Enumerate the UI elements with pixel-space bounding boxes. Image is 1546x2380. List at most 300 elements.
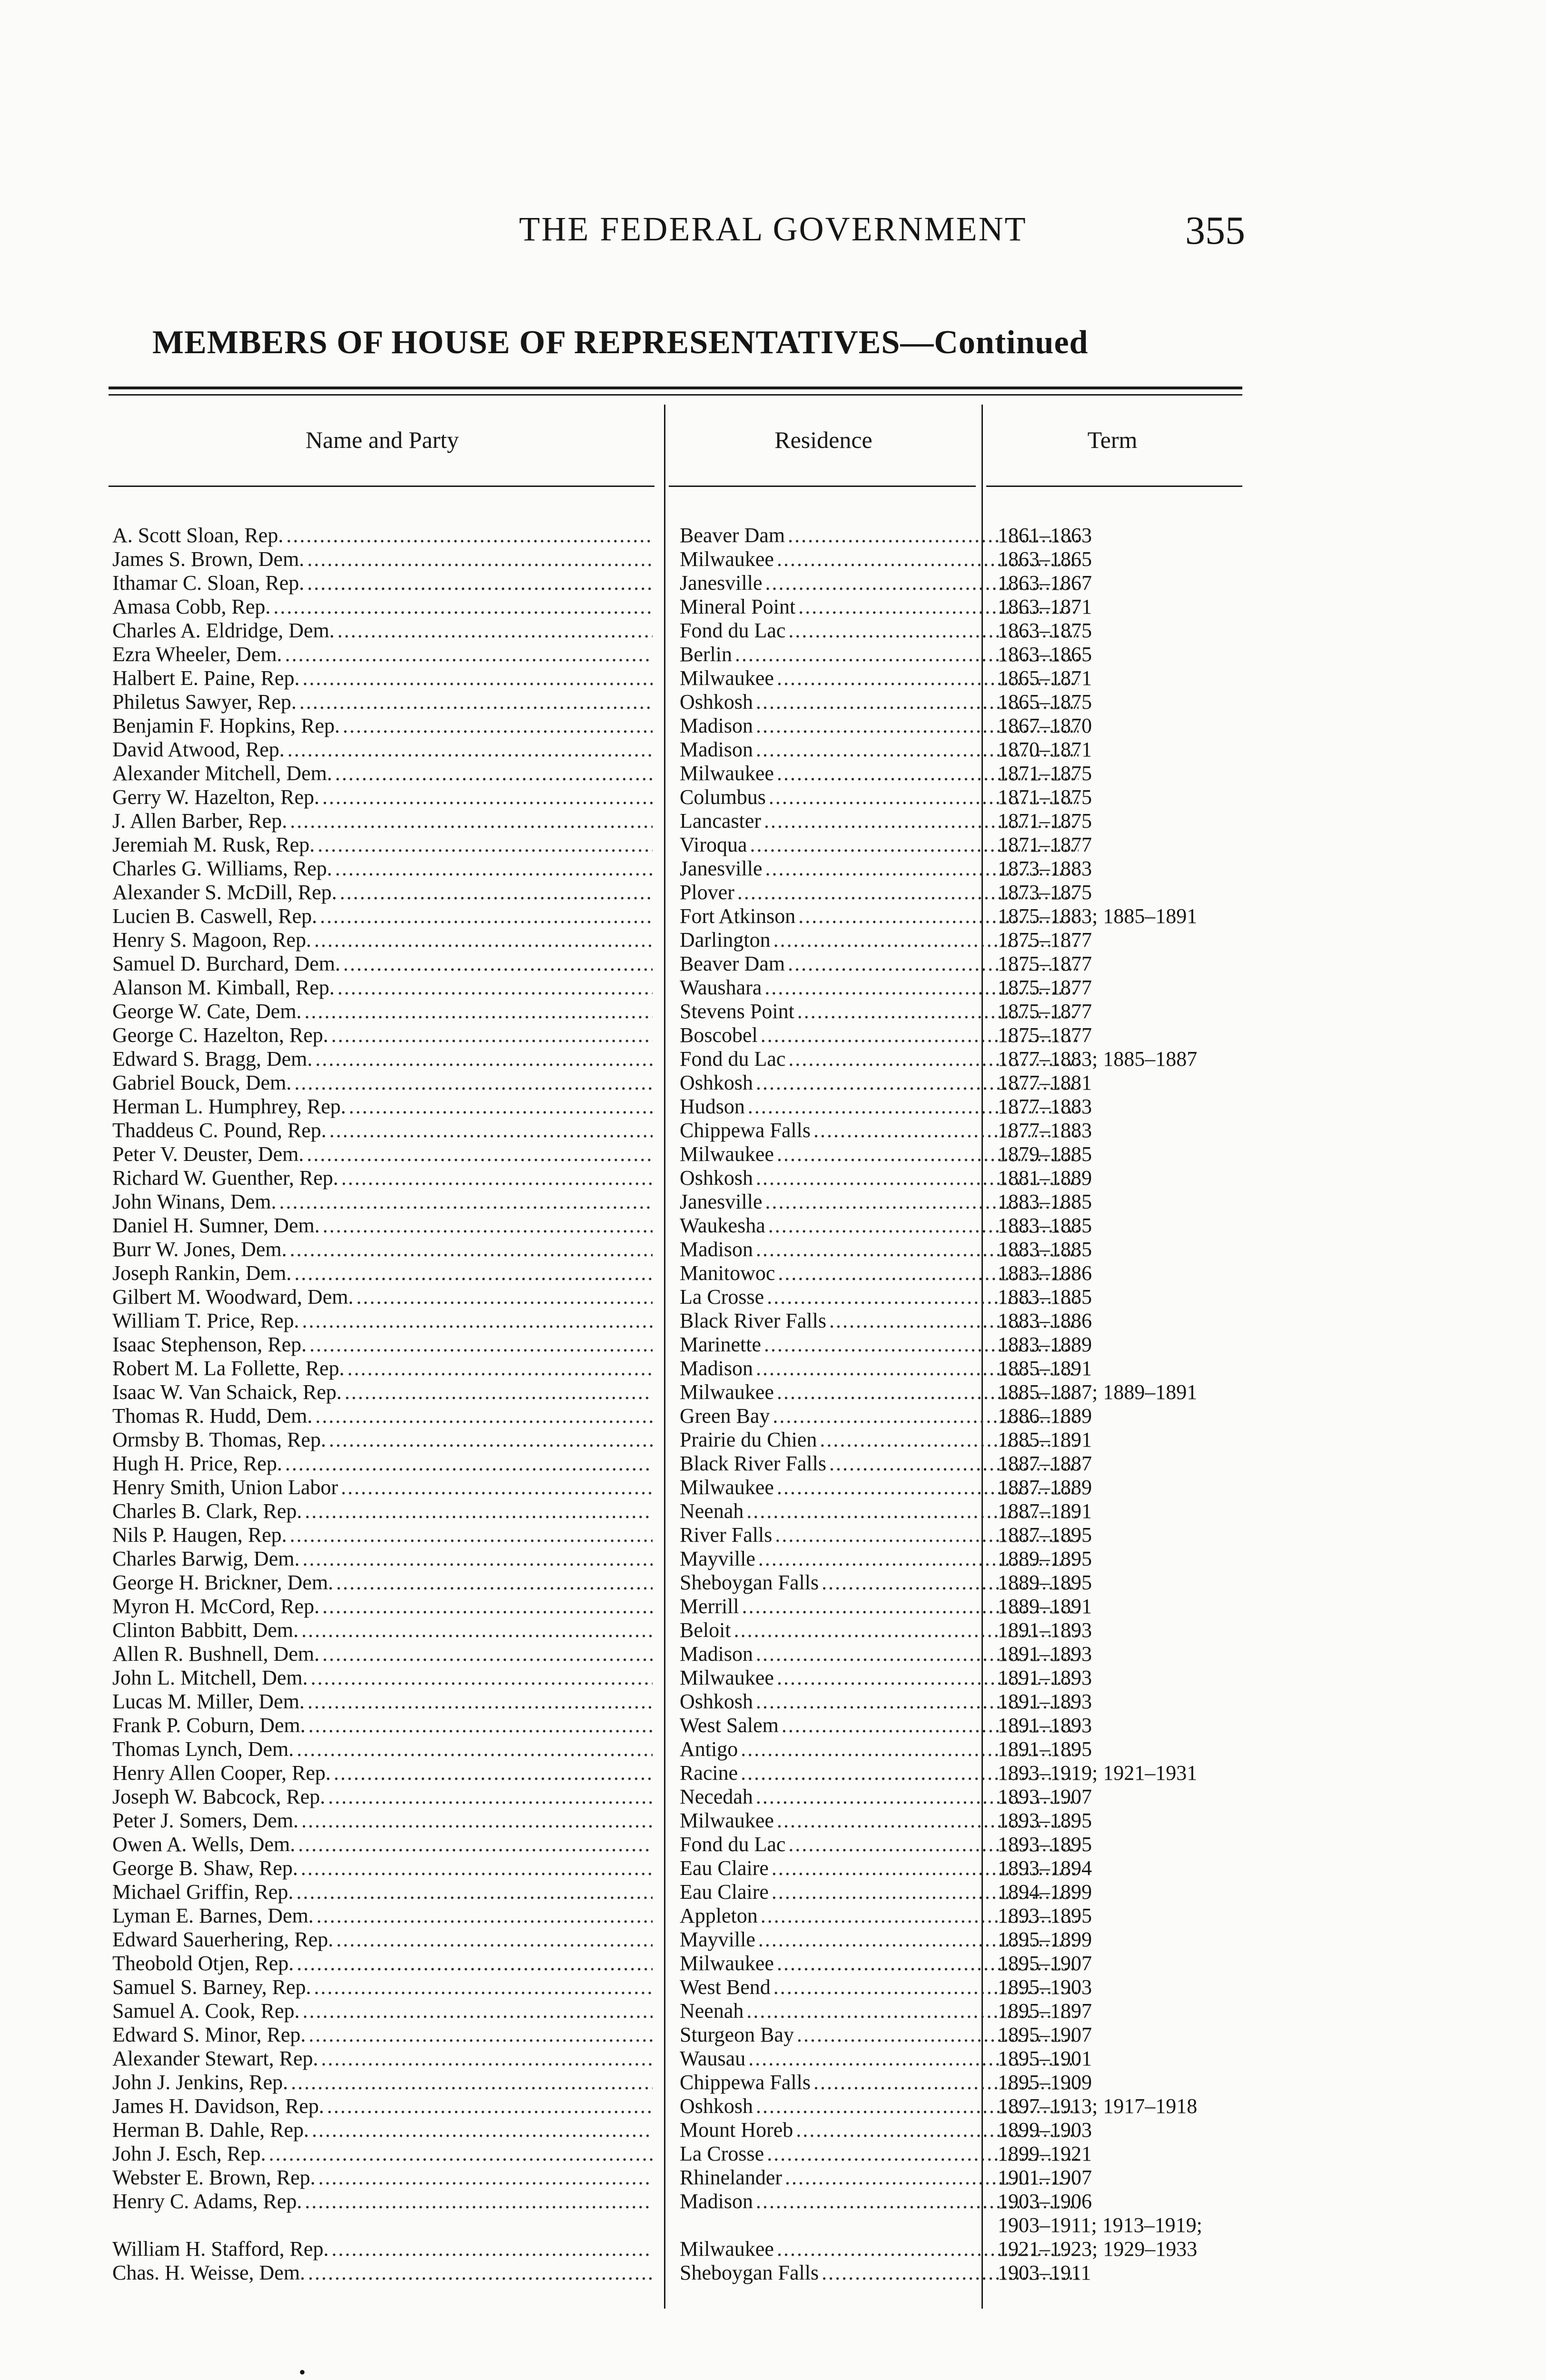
table-row <box>109 1071 1251 1095</box>
member-term-line: 1893–1895 <box>998 1904 1092 1927</box>
header-underline-term <box>986 486 1242 487</box>
member-term-line: 1889–1891 <box>998 1595 1092 1618</box>
member-term-line: 1891–1893 <box>998 1690 1092 1713</box>
member-term-line: 1873–1875 <box>998 881 1092 904</box>
member-residence: Madison . . . <box>680 1642 1079 1666</box>
member-residence: Boscobel . . . <box>680 1023 1079 1047</box>
member-term <box>998 881 1264 904</box>
member-residence: Milwaukee . . . <box>680 1809 1079 1833</box>
member-residence: Fond du Lac . . . <box>680 619 1079 643</box>
member-term-line: 1893–1895 <box>998 1833 1092 1856</box>
member-term <box>998 1975 1264 1999</box>
table-row <box>109 2166 1251 2190</box>
member-term-line: 1885–1887; 1889–1891 <box>998 1380 1198 1404</box>
member-name-party: Webster E. Brown, Rep. . . . <box>112 2166 653 2190</box>
member-term <box>998 1714 1264 1737</box>
table-row <box>109 1904 1251 1928</box>
member-term <box>998 1809 1264 1833</box>
member-term-line: 1891–1893 <box>998 1618 1092 1642</box>
member-name-party: Ormsby B. Thomas, Rep. . . . <box>112 1428 653 1452</box>
member-residence: Necedah . . . <box>680 1785 1079 1809</box>
member-name-party: J. Allen Barber, Rep. . . . <box>112 809 653 833</box>
member-name-party: Joseph Rankin, Dem. . . . <box>112 1261 653 1285</box>
member-term <box>998 1000 1264 1023</box>
table-row <box>109 809 1251 833</box>
member-term-line: 1875–1877 <box>998 952 1092 975</box>
table-row <box>109 1166 1251 1190</box>
member-term-line: 1877–1883 <box>998 1095 1092 1118</box>
member-term <box>998 2071 1264 2094</box>
member-name-party: Charles G. Williams, Rep. . . . <box>112 857 653 881</box>
member-residence: Milwaukee . . . <box>680 1666 1079 1690</box>
top-rule-thin <box>109 394 1242 396</box>
member-residence: Racine . . . <box>680 1761 1079 1785</box>
member-residence: Lancaster . . . <box>680 809 1079 833</box>
member-name-party: Jeremiah M. Rusk, Rep. . . . <box>112 833 653 857</box>
member-term <box>998 643 1264 666</box>
member-residence: La Crosse . . . <box>680 2142 1079 2166</box>
member-term-line: 1865–1875 <box>998 690 1092 714</box>
stray-dot-mark: • <box>299 2361 306 2380</box>
member-term <box>998 1476 1264 1499</box>
member-term-line: 1883–1885 <box>998 1238 1092 1261</box>
header-name-party: Name and Party <box>305 426 459 453</box>
table-row <box>109 666 1251 690</box>
member-name-party: Owen A. Wells, Dem. . . . <box>112 1833 653 1856</box>
member-name-party: Herman B. Dahle, Rep. . . . <box>112 2118 653 2142</box>
member-name-party: John L. Mitchell, Dem. . . . <box>112 1666 653 1690</box>
member-name-party: Allen R. Bushnell, Dem. . . . <box>112 1642 653 1666</box>
member-residence: Eau Claire . . . <box>680 1880 1079 1904</box>
member-term <box>998 833 1264 857</box>
member-residence: Milwaukee . . . <box>680 1142 1079 1166</box>
member-term <box>998 738 1264 762</box>
table-row <box>109 2023 1251 2047</box>
table-row <box>109 1999 1251 2023</box>
members-table <box>109 524 1251 2285</box>
member-term-line: 1891–1893 <box>998 1666 1092 1689</box>
table-row <box>109 1737 1251 1761</box>
member-term <box>998 1309 1264 1333</box>
member-term <box>998 2213 1264 2261</box>
member-residence: Madison . . . <box>680 738 1079 762</box>
member-term <box>998 619 1264 643</box>
member-residence: Beaver Dam . . . <box>680 524 1079 547</box>
member-term <box>998 2094 1264 2118</box>
member-residence: Oshkosh . . . <box>680 690 1079 714</box>
table-row <box>109 2047 1251 2071</box>
member-name-party: Isaac W. Van Schaick, Rep. . . . <box>112 1380 653 1404</box>
table-row <box>109 1190 1251 1214</box>
table-row <box>109 952 1251 976</box>
member-residence: Columbus . . . <box>680 785 1079 809</box>
table-row <box>109 881 1251 904</box>
member-term <box>998 1904 1264 1928</box>
member-term-line: 1867–1870 <box>998 714 1092 737</box>
member-term-line: 1895–1903 <box>998 1975 1092 1999</box>
member-term <box>998 524 1264 547</box>
member-term <box>998 1380 1264 1404</box>
table-row <box>109 833 1251 857</box>
member-term <box>998 1071 1264 1095</box>
running-head <box>0 209 1546 262</box>
member-term <box>998 1238 1264 1261</box>
member-residence: Chippewa Falls . . . <box>680 1119 1079 1142</box>
table-row <box>109 1690 1251 1714</box>
member-name-party: Edward S. Bragg, Dem. . . . <box>112 1047 653 1071</box>
member-residence: Mount Horeb . . . <box>680 2118 1079 2142</box>
member-term <box>998 1095 1264 1119</box>
member-term-line: 1877–1881 <box>998 1071 1092 1094</box>
member-term <box>998 2047 1264 2071</box>
member-name-party: Thomas R. Hudd, Dem. . . . <box>112 1404 653 1428</box>
member-term-line: 1871–1875 <box>998 785 1092 809</box>
table-row <box>109 1856 1251 1880</box>
member-term-line: 1870–1871 <box>998 738 1092 761</box>
member-term <box>998 762 1264 785</box>
table-row <box>109 1547 1251 1571</box>
member-term-line: 1875–1877 <box>998 1000 1092 1023</box>
table-row <box>109 738 1251 762</box>
member-name-party: Richard W. Guenther, Rep. . . . <box>112 1166 653 1190</box>
member-term-line: 1895–1897 <box>998 1999 1092 2023</box>
member-term <box>998 1880 1264 1904</box>
member-residence: Milwaukee . . . <box>680 1952 1079 1975</box>
table-row <box>109 1714 1251 1737</box>
member-term <box>998 928 1264 952</box>
member-residence: Rhinelander . . . <box>680 2166 1079 2190</box>
member-residence: Janesville . . . <box>680 571 1079 595</box>
table-row <box>109 1666 1251 1690</box>
member-residence: Black River Falls . . . <box>680 1309 1079 1333</box>
table-row <box>109 1095 1251 1119</box>
member-term-line: 1879–1885 <box>998 1142 1092 1166</box>
table-row <box>109 1404 1251 1428</box>
member-name-party: Charles B. Clark, Rep. . . . <box>112 1499 653 1523</box>
member-term-line: 1891–1893 <box>998 1714 1092 1737</box>
member-term <box>998 1785 1264 1809</box>
member-residence: Beaver Dam . . . <box>680 952 1079 976</box>
top-rule-thick <box>109 387 1242 389</box>
table-row <box>109 1785 1251 1809</box>
member-residence: Fond du Lac . . . <box>680 1833 1079 1856</box>
member-term <box>998 1833 1264 1856</box>
member-term-line: 1886–1889 <box>998 1404 1092 1428</box>
member-residence: Appleton . . . <box>680 1904 1079 1928</box>
member-name-party: Theobold Otjen, Rep. . . . <box>112 1952 653 1975</box>
member-term-line: 1887–1889 <box>998 1476 1092 1499</box>
table-row <box>109 1238 1251 1261</box>
member-name-party: Henry Smith, Union Labor . . . <box>112 1476 653 1499</box>
member-name-party: James H. Davidson, Rep. . . . <box>112 2094 653 2118</box>
member-term-line: 1893–1895 <box>998 1809 1092 1832</box>
table-row <box>109 1618 1251 1642</box>
member-term-line: 1903–1906 <box>998 2190 1092 2213</box>
member-term-line: 1883–1886 <box>998 1309 1092 1332</box>
member-term-line: 1899–1921 <box>998 2142 1092 2165</box>
member-residence: Marinette . . . <box>680 1333 1079 1357</box>
member-name-party: Robert M. La Follette, Rep. . . . <box>112 1357 653 1380</box>
member-residence: Neenah . . . <box>680 1499 1079 1523</box>
member-residence: Beloit . . . <box>680 1618 1079 1642</box>
member-name-party: Daniel H. Sumner, Dem. . . . <box>112 1214 653 1238</box>
member-residence: Madison . . . <box>680 1357 1079 1380</box>
member-term-line: 1895–1901 <box>998 2047 1092 2070</box>
section-title: MEMBERS OF HOUSE OF REPRESENTATIVES—Continued <box>152 324 1089 361</box>
member-term <box>998 2118 1264 2142</box>
member-name-party: Isaac Stephenson, Rep. . . . <box>112 1333 653 1357</box>
member-residence: Mayville . . . <box>680 1928 1079 1952</box>
member-term <box>998 1047 1264 1071</box>
member-term-line: 1901–1907 <box>998 2166 1092 2189</box>
member-name-party: Myron H. McCord, Rep. . . . <box>112 1595 653 1618</box>
member-term-line: 1921–1923; 1929–1933 <box>998 2237 1198 2261</box>
member-name-party: Edward Sauerhering, Rep. . . . <box>112 1928 653 1952</box>
member-residence: Chippewa Falls . . . <box>680 2071 1079 2094</box>
member-term-line: 1891–1895 <box>998 1737 1092 1761</box>
member-name-party: Hugh H. Price, Rep. . . . <box>112 1452 653 1476</box>
member-name-party: John J. Jenkins, Rep. . . . <box>112 2071 653 2094</box>
member-term <box>998 1856 1264 1880</box>
member-term <box>998 1333 1264 1357</box>
member-name-party: Samuel A. Cook, Rep. . . . <box>112 1999 653 2023</box>
member-term-line: 1875–1877 <box>998 928 1092 952</box>
member-name-party: Peter V. Deuster, Dem. . . . <box>112 1142 653 1166</box>
table-row <box>109 714 1251 738</box>
member-name-party: John J. Esch, Rep. . . . <box>112 2142 653 2166</box>
member-residence: Sheboygan Falls . . . <box>680 1571 1079 1595</box>
table-row <box>109 1523 1251 1547</box>
member-term <box>998 1928 1264 1952</box>
member-term-line: 1861–1863 <box>998 524 1092 547</box>
member-residence: Milwaukee . . . <box>680 762 1079 785</box>
member-term-line: 1865–1871 <box>998 666 1092 690</box>
table-row <box>109 1119 1251 1142</box>
member-term-line: 1863–1865 <box>998 547 1092 571</box>
member-name-party: William T. Price, Rep. . . . <box>112 1309 653 1333</box>
member-term-line: 1889–1895 <box>998 1547 1092 1570</box>
member-residence: Eau Claire . . . <box>680 1856 1079 1880</box>
member-term <box>998 1737 1264 1761</box>
table-row <box>109 2094 1251 2118</box>
member-residence: Oshkosh . . . <box>680 1690 1079 1714</box>
member-residence: Antigo . . . <box>680 1737 1079 1761</box>
running-title: THE FEDERAL GOVERNMENT <box>519 210 1027 248</box>
member-term <box>998 1119 1264 1142</box>
table-row <box>109 1452 1251 1476</box>
member-term-line: 1893–1907 <box>998 1785 1092 1808</box>
table-row <box>109 1476 1251 1499</box>
member-residence: Mineral Point . . . <box>680 595 1079 619</box>
table-row <box>109 2071 1251 2094</box>
member-name-party: James S. Brown, Dem. . . . <box>112 547 653 571</box>
member-term-line: 1877–1883; 1885–1887 <box>998 1047 1198 1071</box>
member-term-line: 1895–1909 <box>998 2071 1092 2094</box>
member-term-line: 1899–1903 <box>998 2118 1092 2142</box>
table-row <box>109 2190 1251 2213</box>
member-term-line: 1877–1883 <box>998 1119 1092 1142</box>
member-residence: Viroqua . . . <box>680 833 1079 857</box>
member-name-party: John Winans, Dem. . . . <box>112 1190 653 1214</box>
table-row <box>109 1499 1251 1523</box>
member-term <box>998 1999 1264 2023</box>
member-term <box>998 690 1264 714</box>
member-residence: Plover . . . <box>680 881 1079 904</box>
member-term-line: 1875–1883; 1885–1891 <box>998 904 1198 928</box>
member-term-line: 1889–1895 <box>998 1571 1092 1594</box>
member-term <box>998 595 1264 619</box>
table-row <box>109 1214 1251 1238</box>
member-term-line: 1895–1899 <box>998 1928 1092 1951</box>
table-row <box>109 976 1251 1000</box>
member-term <box>998 1023 1264 1047</box>
member-residence: Waukesha . . . <box>680 1214 1079 1238</box>
member-name-party: George H. Brickner, Dem. . . . <box>112 1571 653 1595</box>
member-name-party: Ithamar C. Sloan, Rep. . . . <box>112 571 653 595</box>
member-term <box>998 1285 1264 1309</box>
table-row <box>109 619 1251 643</box>
member-term-line: 1875–1877 <box>998 1023 1092 1047</box>
member-term <box>998 547 1264 571</box>
member-term-line: 1887–1887 <box>998 1452 1092 1475</box>
member-term <box>998 1428 1264 1452</box>
member-residence: Black River Falls . . . <box>680 1452 1079 1476</box>
member-term <box>998 1618 1264 1642</box>
member-term-line: 1883–1885 <box>998 1285 1092 1309</box>
member-name-party: Henry Allen Cooper, Rep. . . . <box>112 1761 653 1785</box>
table-row <box>109 643 1251 666</box>
member-residence: River Falls . . . <box>680 1523 1079 1547</box>
member-term <box>998 2190 1264 2213</box>
member-term-line: 1871–1877 <box>998 833 1092 856</box>
member-term <box>998 809 1264 833</box>
member-name-party: Gilbert M. Woodward, Dem. . . . <box>112 1285 653 1309</box>
member-term-line: 1893–1894 <box>998 1856 1092 1880</box>
member-term-line: 1897–1913; 1917–1918 <box>998 2094 1198 2118</box>
member-term-line: 1894–1899 <box>998 1880 1092 1904</box>
member-residence: Oshkosh . . . <box>680 1166 1079 1190</box>
member-term <box>998 1595 1264 1618</box>
table-row <box>109 1428 1251 1452</box>
member-name-party: Frank P. Coburn, Dem. . . . <box>112 1714 653 1737</box>
member-term <box>998 976 1264 1000</box>
member-term-line: 1903–1911 <box>998 2261 1091 2284</box>
member-residence: Oshkosh . . . <box>680 1071 1079 1095</box>
member-residence: Madison . . . <box>680 714 1079 738</box>
member-residence: West Salem . . . <box>680 1714 1079 1737</box>
table-row <box>109 928 1251 952</box>
table-row <box>109 1023 1251 1047</box>
member-term-line: 1863–1865 <box>998 643 1092 666</box>
member-name-party: George C. Hazelton, Rep. . . . <box>112 1023 653 1047</box>
member-name-party: A. Scott Sloan, Rep. . . . <box>112 524 653 547</box>
member-term <box>998 1190 1264 1214</box>
table-row <box>109 1000 1251 1023</box>
member-residence: Sturgeon Bay . . . <box>680 2023 1079 2047</box>
member-term-line: 1883–1885 <box>998 1214 1092 1237</box>
member-name-party: Lyman E. Barnes, Dem. . . . <box>112 1904 653 1928</box>
member-name-party: Chas. H. Weisse, Dem. . . . <box>112 2261 653 2285</box>
member-name-party: Halbert E. Paine, Rep. . . . <box>112 666 653 690</box>
member-name-party: Henry C. Adams, Rep. . . . <box>112 2190 653 2213</box>
member-term <box>998 2166 1264 2190</box>
table-row <box>109 857 1251 881</box>
member-term-line: 1891–1893 <box>998 1642 1092 1666</box>
header-underline-residence <box>669 486 976 487</box>
table-row <box>109 2142 1251 2166</box>
member-name-party: Alexander Stewart, Rep. . . . <box>112 2047 653 2071</box>
member-residence: Neenah . . . <box>680 1999 1079 2023</box>
member-term <box>998 2142 1264 2166</box>
member-term <box>998 1214 1264 1238</box>
table-row <box>109 1928 1251 1952</box>
member-term <box>998 1357 1264 1380</box>
member-residence: Milwaukee . . . <box>680 1380 1079 1404</box>
member-term-line: 1887–1895 <box>998 1523 1092 1547</box>
member-term <box>998 785 1264 809</box>
table-row <box>109 1880 1251 1904</box>
member-name-party: Alexander S. McDill, Rep. . . . <box>112 881 653 904</box>
table-row <box>109 1809 1251 1833</box>
member-residence: Stevens Point . . . <box>680 1000 1079 1023</box>
member-term-line: 1883–1889 <box>998 1333 1092 1356</box>
member-name-party: George B. Shaw, Rep. . . . <box>112 1856 653 1880</box>
member-residence: Berlin . . . <box>680 643 1079 666</box>
table-row <box>109 1285 1251 1309</box>
member-term-line: 1887–1891 <box>998 1499 1092 1523</box>
member-residence: Milwaukee . . . <box>680 547 1079 571</box>
member-name-party: Michael Griffin, Rep. . . . <box>112 1880 653 1904</box>
table-row <box>109 1975 1251 1999</box>
member-term <box>998 2261 1264 2285</box>
table-row <box>109 1833 1251 1856</box>
member-term-line: 1863–1871 <box>998 595 1092 618</box>
member-term-line: 1893–1919; 1921–1931 <box>998 1761 1198 1785</box>
member-term <box>998 1952 1264 1975</box>
member-name-party: Charles A. Eldridge, Dem. . . . <box>112 619 653 643</box>
member-term-line: 1885–1891 <box>998 1428 1092 1451</box>
member-name-party: George W. Cate, Dem. . . . <box>112 1000 653 1023</box>
header-term: Term <box>1087 426 1138 453</box>
member-term <box>998 1642 1264 1666</box>
member-residence: Madison . . . <box>680 2190 1079 2213</box>
member-term <box>998 1142 1264 1166</box>
member-name-party: Alexander Mitchell, Dem. . . . <box>112 762 653 785</box>
member-term-line: 1903–1911; 1913–1919; <box>998 2213 1202 2237</box>
member-term-line: 1875–1877 <box>998 976 1092 999</box>
table-row <box>109 2213 1251 2261</box>
table-row <box>109 1761 1251 1785</box>
member-term <box>998 1166 1264 1190</box>
header-residence: Residence <box>774 426 872 453</box>
member-residence: Prairie du Chien . . . <box>680 1428 1079 1452</box>
table-row <box>109 1047 1251 1071</box>
member-residence: Fond du Lac . . . <box>680 1047 1079 1071</box>
member-residence: Madison . . . <box>680 1238 1079 1261</box>
member-name-party: Gabriel Bouck, Dem. . . . <box>112 1071 653 1095</box>
member-term <box>998 1261 1264 1285</box>
member-name-party: Edward S. Minor, Rep. . . . <box>112 2023 653 2047</box>
member-term <box>998 571 1264 595</box>
member-name-party: William H. Stafford, Rep. . . . <box>112 2237 653 2261</box>
member-term <box>998 904 1264 928</box>
page-number: 355 <box>1185 208 1245 253</box>
member-term-line: 1881–1889 <box>998 1166 1092 1190</box>
member-term <box>998 952 1264 976</box>
table-row <box>109 762 1251 785</box>
member-term-line: 1885–1891 <box>998 1357 1092 1380</box>
table-row <box>109 1595 1251 1618</box>
